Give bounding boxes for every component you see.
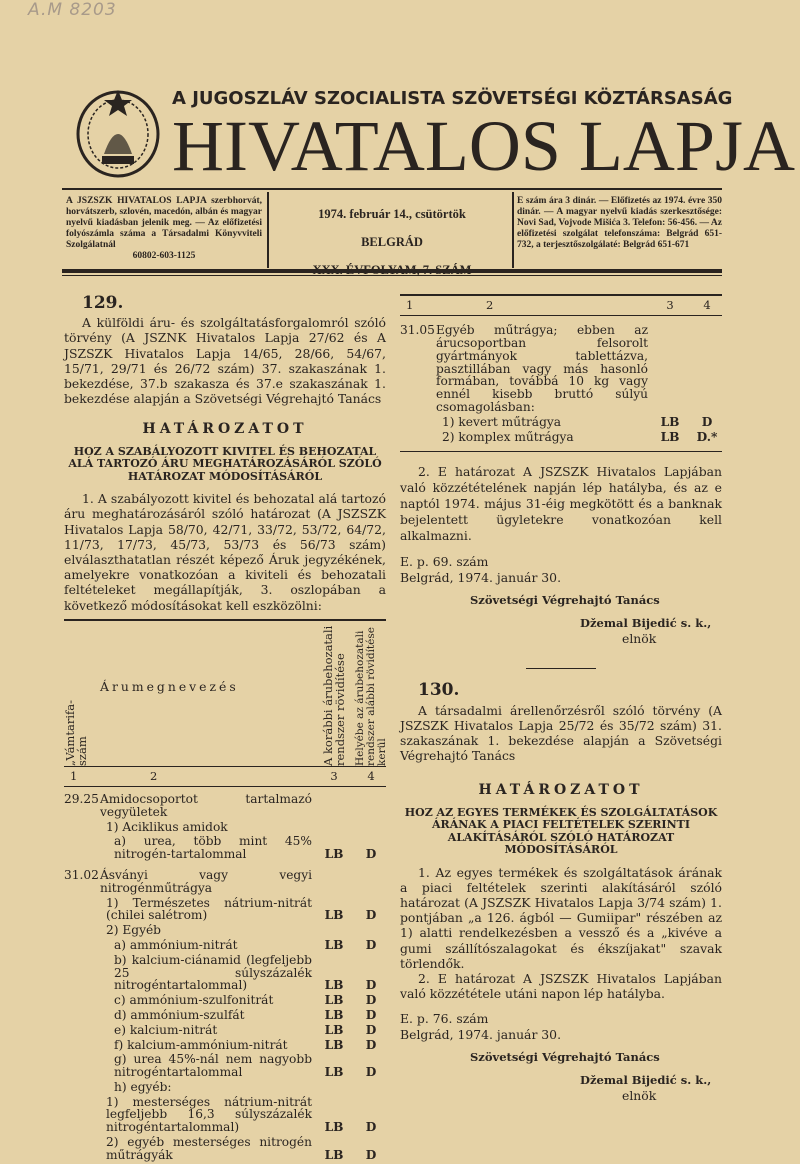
masthead-supertitle: A JUGOSZLÁV SZOCIALISTA SZÖVETSÉGI KÖZTÁRSASÁG [172,88,733,109]
table-row [64,835,386,861]
item-name: d) ammónium-szulfát [114,1007,245,1022]
issue-date: 1974. február 14., csütörtök [318,207,466,221]
tariff-code [64,897,100,923]
table-row [400,416,722,429]
reference-number: E. p. 69. szám [400,554,489,570]
tariff-code [64,821,100,834]
issue-place: BELGRÁD [361,235,423,249]
table-row [64,1009,386,1022]
decision-number: 129. [82,293,124,313]
colnum: 1 [70,768,78,783]
colnum: 2 [150,768,158,783]
new-code: D [701,414,713,429]
preamble: A külföldi áru- és szolgáltatásforgalomról szóló törvény (A JSZNK Hivatalos Lapja 27/62 és A JSZSZK Hivatalos Lapja 14/65, 28/66, 54/67, 15/71, 29/71 és 26/72 szám) 37. szakaszának 1. bekezdése, 37.b szakasza és 37.e szakaszának 1. bekezdése alapján a Szövetségi Végrehajtó Tanács [64,315,386,407]
tariff-code: 31.05 [400,323,435,338]
tariff-code [64,1081,100,1094]
tariff-code [400,431,436,444]
old-code: LB [660,429,680,444]
old-code: LB [324,1037,344,1052]
table-row [400,324,722,414]
colnum: 4 [367,768,375,783]
item-name: 1) mesterséges nátrium-nitrát legfeljebb 16,3 súlyszázalék nitrogéntartalommal) [106,1094,312,1135]
tariff-code [64,835,100,861]
new-code: D [365,1022,377,1037]
item-name: a) ammónium-nitrát [114,937,238,952]
subheading: HOZ A SZABÁLYOZOTT KIVITEL ÉS BEHOZATAL ALÁ TARTOZÓ ÁRU MEGHATÁROZÁSÁRÓL SZÓLÓ HATÁROZAT MÓDOSÍTÁSÁRÓL [68,444,382,483]
colnum: 3 [330,768,338,783]
handwritten-note: A.M 8203 [28,0,117,20]
new-code: D [365,1120,377,1135]
table-row [64,939,386,952]
new-code: D [365,993,377,1008]
tariff-code [64,1136,100,1162]
table-row [64,954,386,992]
table-row [64,793,386,819]
item-name: e) kalcium-nitrát [114,1022,218,1037]
tariff-code [64,924,100,937]
table-body [64,793,386,1162]
heading: HATÁROZATOT [478,782,644,799]
table-body [400,324,722,452]
masthead-title: HIVATALOS LAPJA [172,106,795,186]
colnum: 1 [406,298,414,312]
item-name: 1) Természetes nátrium-nitrát (chilei salétrom) [106,895,312,923]
old-code: LB [324,1147,344,1162]
preamble: A társadalmi árellenőrzésről szóló törvény (A JSZSZK Hivatalos Lapja 25/72 és 35/72 szám) 31. szakaszának 1. bekezdése alapján a Szövetségi Végrehajtó Tanács [400,702,722,764]
tariff-code: 31.02 [64,867,99,882]
new-code: D [365,937,377,952]
col-header-1: „Vámtarifa-szám [63,699,89,766]
table-row [64,897,386,923]
tariff-code [64,939,100,952]
item-name: b) kalcium-ciánamid (legfeljebb 25 súlyszázalék nitrogéntartalommal) [114,952,312,993]
signer-role: elnök [622,631,657,647]
account-number: 60802-603-1125 [132,251,196,261]
item-name: g) urea 45%-nál nem nagyobb nitrogéntartalommal [114,1052,312,1080]
item-name: 1) kevert műtrágya [442,414,562,429]
colnum: 2 [486,298,494,312]
table-row [64,1081,386,1094]
item-name: a) urea, több mint 45% nitrogén-tartalommal [114,834,312,862]
signing-date: Belgrád, 1974. január 30. [400,569,562,585]
table-row [400,431,722,444]
table-row [64,1039,386,1052]
tariff-code [64,1096,100,1134]
item-name: 1) Aciklikus amidok [106,819,228,834]
left-column [63,293,388,1164]
item-name: 2) komplex műtrágya [442,429,574,444]
new-code: D [365,847,377,862]
item-name: f) kalcium-ammónium-nitrát [114,1037,288,1052]
subheading: HOZ AZ EGYES TERMÉKEK ÉS SZOLGÁLTATÁSOK ÁRÁNAK A PIACI FELTÉTELEK SZERINTI ALAKÍTÁSÁRÓL SZÓLÓ HATÁROZAT MÓDOSÍTÁSÁRÓL [404,805,718,857]
old-code: LB [324,1065,344,1080]
council-name: Szövetségi Végrehajtó Tanács [470,1049,660,1064]
col-header-3: A korábbi árubehozatali rendszer rövidítése [321,625,347,766]
tariff-code [64,954,100,992]
council-name: Szövetségi Végrehajtó Tanács [470,592,660,607]
table-header [64,619,386,767]
heading: HATÁROZATOT [142,421,308,438]
item-name: 2) egyéb mesterséges nitrogén műtrágyák [106,1135,312,1162]
old-code: LB [324,1022,344,1037]
tariff-code: 29.25 [64,791,99,806]
state-emblem-icon [74,84,162,180]
old-code: LB [324,993,344,1008]
tariff-code [400,416,436,429]
table-row [64,924,386,937]
table-row [64,821,386,834]
tariff-code [64,1039,100,1052]
table-row [64,1053,386,1079]
table-row [64,994,386,1007]
paragraph: 2. E határozat A JSZSZK Hivatalos Lapjában való közzététele utáni napon lép hatályba. [400,971,722,1002]
item-name: Ásványi vagy vegyi nitrogénműtrágya [100,867,312,895]
old-code: LB [324,1120,344,1135]
new-code: D.* [696,429,718,444]
column-numbers [64,767,386,787]
publication-info: A JSZSZK HIVATALOS LAPJA szerbhorvát, horvátszerb, szlovén, macedón, albán és magyar nyelvű kiadásban jelenik meg. — Az előfizetési folyószámla száma a Társadalmi Könyvviteli Szolgálatnál 60802-603-1125 [66,196,262,261]
new-code: D [365,1065,377,1080]
reference-number: E. p. 76. szám [400,1011,489,1027]
col-header-4: Helyébe az árubehozatali rendszer alábbi rövidítése kerül [353,626,388,766]
paragraph: 2. E határozat A JSZSZK Hivatalos Lapjában való közzétételének napján lép hatályba, és az e naptól 1974. május 31-éig megkötött és a banknak bejelentett ügyletekre vonatkozóan kell alkalmazni. [400,464,722,544]
old-code: LB [324,908,344,923]
old-code: LB [324,937,344,952]
signer-name: Džemal Bijedić s. k., [580,615,712,630]
subscription-info: E szám ára 3 dinár. — Előfizetés az 1974. évre 350 dinár. — A magyar nyelvű kiadás szerkesztősége: Novi Sad, Vojvode Mišića 3. Telefon: 56-456. — Az előfizetési szolgálat telefonszáma: Belgrád 651-732, a terjesztőszolgálaté: Belgrád 651-671 [517,196,722,250]
tariff-code [64,994,100,1007]
tariff-code [64,1053,100,1079]
item-name: h) egyéb: [114,1079,172,1094]
old-code: LB [324,847,344,862]
new-code: D [365,1147,377,1162]
signing-date: Belgrád, 1974. január 30. [400,1026,562,1042]
old-code: LB [660,414,680,429]
tariff-code [64,1024,100,1037]
item-name: Egyéb műtrágya; ebben az árucsoportban felsorolt gyártmányok tablettázva, pasztillában vagy más hasonló formában, továbbá 10 kg vagy ennél kisebb bruttó súlyú csomagolásban: [436,323,648,414]
old-code: LB [324,978,344,993]
colnum: 4 [703,298,711,312]
paragraph: 1. A szabályozott kivitel és behozatal alá tartozó áru meghatározásáról szóló határozat (A JSZSZK Hivatalos Lapja 58/70, 42/71, 33/72, 53/72, 64/72, 11/73, 17/73, 45/73, 53/73 és 56/73 szám) elválaszthatatlan részét képező Áruk jegyzékének, amelyekre vonatkozóan a kiviteli és behozatali feltételeket megállapítják, 3. oszlopában a következő módosításokat kell eszközölni: [64,491,386,613]
column-numbers [400,294,722,316]
signer-role: elnök [622,1088,657,1104]
table-row [64,1024,386,1037]
new-code: D [365,978,377,993]
new-code: D [365,1037,377,1052]
paragraph: 1. Az egyes termékek és szolgáltatások árának a piaci feltételek szerinti alakításáról szóló határozat (A JSZSZK Hivatalos Lapja 3/74 szám) 1. pontjában „a 126. ágból — Gumiipar" részében az 1) alatti rendelkezésben a vessző és a „kivéve a gumi szállítószalagokat és ékszíjakat" szavak törlendők. [400,864,722,971]
item-name: c) ammónium-szulfonitrát [114,993,274,1008]
item-name: 2) Egyéb [106,923,161,938]
divider [526,668,596,669]
decision-number: 130. [418,680,460,701]
table-row [64,869,386,895]
right-column [400,296,722,1103]
signer-name: Džemal Bijedić s. k., [580,1073,712,1088]
new-code: D [365,908,377,923]
col-header-2: Árumegnevezés [100,678,239,694]
colnum: 3 [666,298,674,312]
table-row [64,1096,386,1134]
old-code: LB [324,1007,344,1022]
new-code: D [365,1007,377,1022]
tariff-code [64,1009,100,1022]
item-name: Amidocsoportot tartalmazó vegyületek [100,791,312,819]
table-row [64,1136,386,1162]
